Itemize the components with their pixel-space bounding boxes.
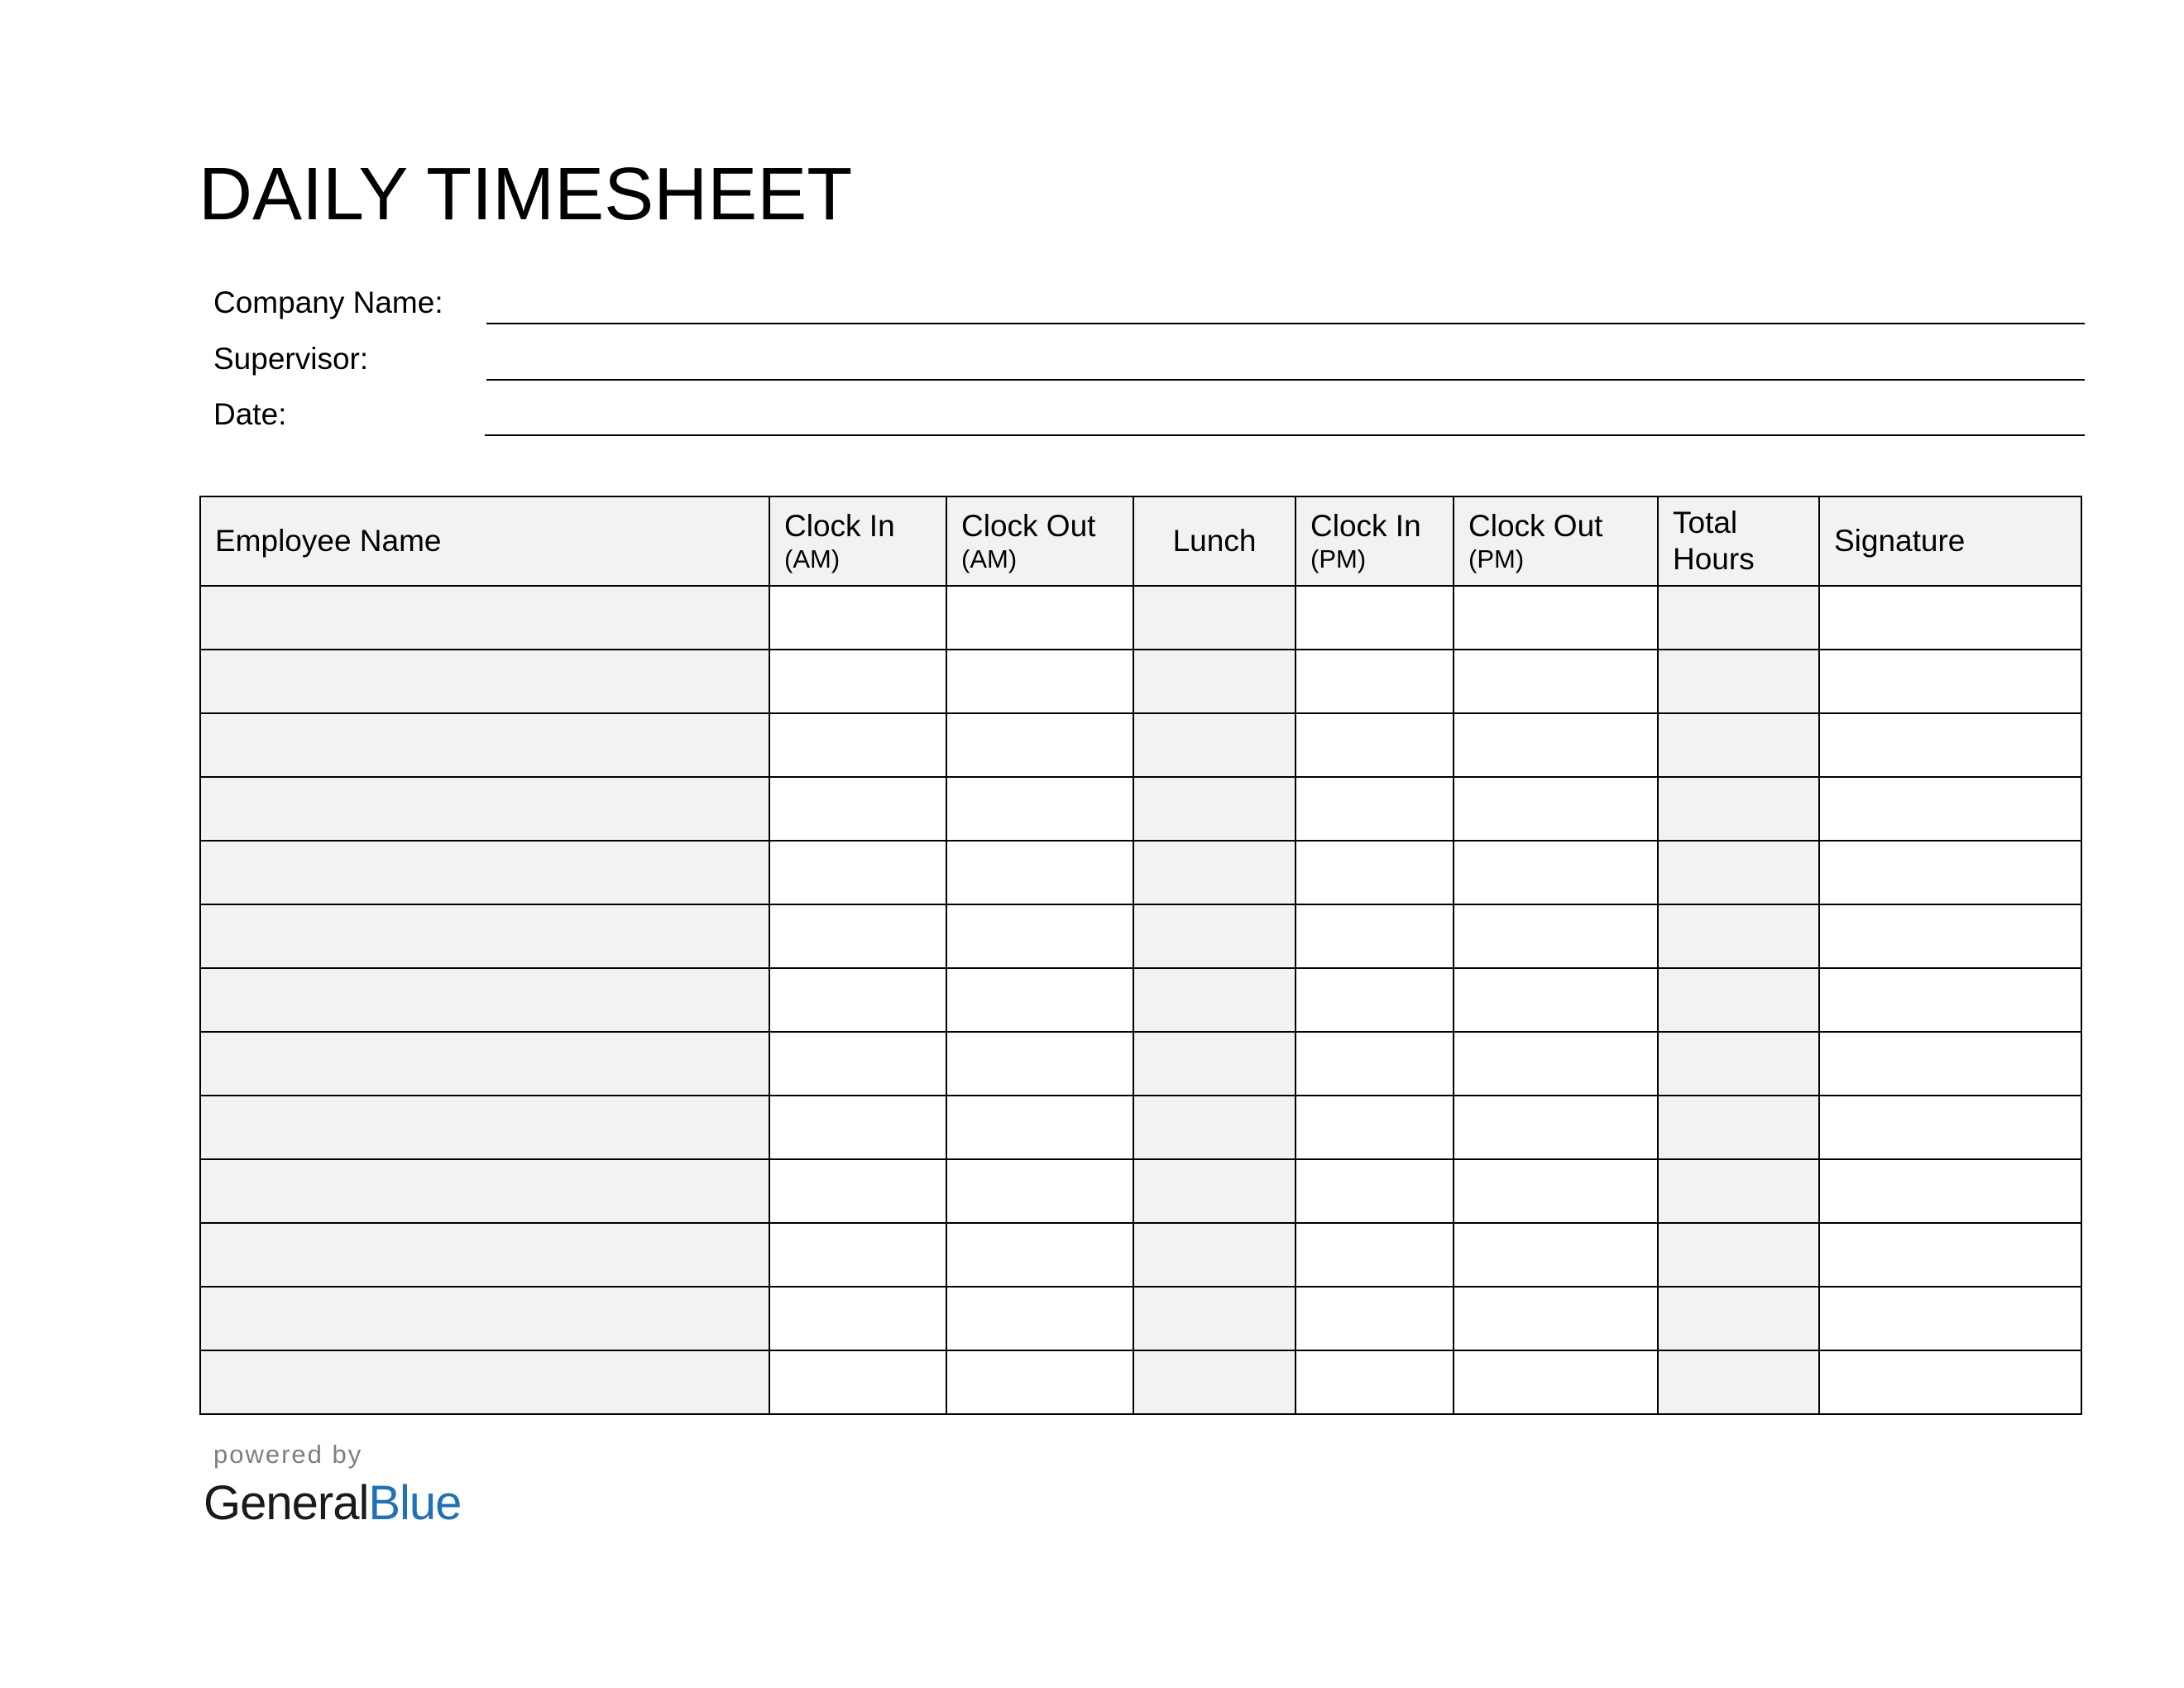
clock-in-pm-cell[interactable] <box>1296 777 1454 841</box>
table-row <box>200 1223 2081 1287</box>
header-sublabel: Hours <box>1673 542 1755 576</box>
employee-name-cell[interactable] <box>200 841 769 904</box>
header-employee-name <box>200 496 769 586</box>
total-hours-cell[interactable] <box>1658 777 1819 841</box>
header-label: Lunch <box>1172 524 1257 558</box>
clock-out-am-cell[interactable] <box>946 777 1133 841</box>
signature-cell[interactable] <box>1819 1350 2081 1414</box>
date-row <box>213 386 2085 436</box>
signature-cell[interactable] <box>1819 586 2081 650</box>
lunch-cell[interactable] <box>1133 904 1296 968</box>
employee-name-cell[interactable] <box>200 713 769 777</box>
clock-in-am-cell[interactable] <box>769 1223 946 1287</box>
clock-in-pm-cell[interactable] <box>1296 1287 1454 1350</box>
clock-out-pm-cell[interactable] <box>1454 1287 1658 1350</box>
clock-out-am-cell[interactable] <box>946 1159 1133 1223</box>
supervisor-label: Supervisor: <box>213 342 369 376</box>
clock-in-am-cell[interactable] <box>769 1096 946 1159</box>
company-name-field[interactable] <box>486 323 2085 324</box>
clock-in-pm-cell[interactable] <box>1296 1350 1454 1414</box>
table-header-row <box>200 496 2081 586</box>
clock-out-pm-cell[interactable] <box>1454 841 1658 904</box>
clock-out-am-cell[interactable] <box>946 586 1133 650</box>
signature-cell[interactable] <box>1819 841 2081 904</box>
clock-in-am-cell[interactable] <box>769 713 946 777</box>
table-row <box>200 1159 2081 1223</box>
signature-cell[interactable] <box>1819 713 2081 777</box>
lunch-cell[interactable] <box>1133 1032 1296 1096</box>
lunch-cell[interactable] <box>1133 968 1296 1032</box>
clock-out-am-cell[interactable] <box>946 841 1133 904</box>
clock-out-pm-cell[interactable] <box>1454 904 1658 968</box>
table-row <box>200 1096 2081 1159</box>
signature-cell[interactable] <box>1819 777 2081 841</box>
table-row <box>200 650 2081 713</box>
powered-by-text: powered by <box>213 1440 363 1469</box>
clock-in-pm-cell[interactable] <box>1296 586 1454 650</box>
clock-in-pm-cell[interactable] <box>1296 1032 1454 1096</box>
lunch-cell[interactable] <box>1133 841 1296 904</box>
employee-name-cell[interactable] <box>200 650 769 713</box>
lunch-cell[interactable] <box>1133 650 1296 713</box>
company-name-label: Company Name: <box>213 285 443 319</box>
lunch-cell[interactable] <box>1133 713 1296 777</box>
logo-part-blue: Blue <box>368 1476 462 1530</box>
clock-in-am-cell[interactable] <box>769 1350 946 1414</box>
clock-out-am-cell[interactable] <box>946 904 1133 968</box>
clock-in-am-cell[interactable] <box>769 841 946 904</box>
employee-name-cell[interactable] <box>200 1032 769 1096</box>
clock-out-am-cell[interactable] <box>946 1032 1133 1096</box>
header-label: Clock Out <box>961 509 1096 543</box>
clock-in-pm-cell[interactable] <box>1296 1159 1454 1223</box>
signature-cell[interactable] <box>1819 1223 2081 1287</box>
header-label: Clock Out <box>1468 509 1603 543</box>
header-clock-in-pm <box>1296 496 1454 586</box>
clock-out-pm-cell[interactable] <box>1454 650 1658 713</box>
header-lunch <box>1133 496 1296 586</box>
clock-in-pm-cell[interactable] <box>1296 841 1454 904</box>
clock-out-pm-cell[interactable] <box>1454 1159 1658 1223</box>
clock-in-am-cell[interactable] <box>769 968 946 1032</box>
table-row <box>200 1350 2081 1414</box>
clock-in-pm-cell[interactable] <box>1296 968 1454 1032</box>
table-row <box>200 1287 2081 1350</box>
clock-out-am-cell[interactable] <box>946 1096 1133 1159</box>
total-hours-cell[interactable] <box>1658 1350 1819 1414</box>
clock-out-pm-cell[interactable] <box>1454 1032 1658 1096</box>
clock-in-am-cell[interactable] <box>769 650 946 713</box>
header-sublabel: (AM) <box>784 544 841 573</box>
table-row <box>200 841 2081 904</box>
signature-cell[interactable] <box>1819 1287 2081 1350</box>
employee-name-cell[interactable] <box>200 904 769 968</box>
employee-name-cell[interactable] <box>200 1096 769 1159</box>
employee-name-cell[interactable] <box>200 777 769 841</box>
header-sublabel: (PM) <box>1310 544 1367 573</box>
table-row <box>200 777 2081 841</box>
table-row <box>200 904 2081 968</box>
signature-cell[interactable] <box>1819 1159 2081 1223</box>
employee-name-cell[interactable] <box>200 968 769 1032</box>
clock-in-am-cell[interactable] <box>769 904 946 968</box>
clock-in-am-cell[interactable] <box>769 1032 946 1096</box>
clock-in-am-cell[interactable] <box>769 1159 946 1223</box>
header-label: Total <box>1673 506 1738 539</box>
page-title: DAILY TIMESHEET <box>199 153 853 236</box>
date-label: Date: <box>213 397 287 431</box>
logo-part-general: General <box>204 1476 369 1530</box>
table-row <box>200 713 2081 777</box>
clock-out-am-cell[interactable] <box>946 1223 1133 1287</box>
clock-in-am-cell[interactable] <box>769 777 946 841</box>
header-label: Clock In <box>784 509 895 543</box>
employee-name-cell[interactable] <box>200 1350 769 1414</box>
supervisor-field[interactable] <box>486 379 2085 381</box>
total-hours-cell[interactable] <box>1658 968 1819 1032</box>
header-label: Signature <box>1834 524 1966 558</box>
lunch-cell[interactable] <box>1133 586 1296 650</box>
clock-out-pm-cell[interactable] <box>1454 713 1658 777</box>
clock-in-pm-cell[interactable] <box>1296 1223 1454 1287</box>
lunch-cell[interactable] <box>1133 1159 1296 1223</box>
header-label: Clock In <box>1310 509 1421 543</box>
clock-out-pm-cell[interactable] <box>1454 1096 1658 1159</box>
signature-cell[interactable] <box>1819 650 2081 713</box>
signature-cell[interactable] <box>1819 1096 2081 1159</box>
employee-name-cell[interactable] <box>200 1287 769 1350</box>
timesheet-table <box>199 496 2082 1415</box>
signature-cell[interactable] <box>1819 904 2081 968</box>
total-hours-cell[interactable] <box>1658 841 1819 904</box>
total-hours-cell[interactable] <box>1658 1096 1819 1159</box>
lunch-cell[interactable] <box>1133 1350 1296 1414</box>
clock-out-am-cell[interactable] <box>946 713 1133 777</box>
clock-out-am-cell[interactable] <box>946 968 1133 1032</box>
header-signature <box>1819 496 2081 586</box>
clock-in-am-cell[interactable] <box>769 586 946 650</box>
total-hours-cell[interactable] <box>1658 1159 1819 1223</box>
table-row <box>200 1032 2081 1096</box>
header-clock-in-am <box>769 496 946 586</box>
timesheet-body <box>200 586 2081 1414</box>
header-sublabel: (PM) <box>1468 544 1525 573</box>
clock-in-pm-cell[interactable] <box>1296 904 1454 968</box>
total-hours-cell[interactable] <box>1658 1032 1819 1096</box>
supervisor-row <box>213 331 2085 381</box>
employee-name-cell[interactable] <box>200 586 769 650</box>
total-hours-cell[interactable] <box>1658 713 1819 777</box>
lunch-cell[interactable] <box>1133 1223 1296 1287</box>
total-hours-cell[interactable] <box>1658 586 1819 650</box>
header-label: Employee Name <box>215 524 442 558</box>
clock-out-am-cell[interactable] <box>946 650 1133 713</box>
total-hours-cell[interactable] <box>1658 1223 1819 1287</box>
clock-out-am-cell[interactable] <box>946 1350 1133 1414</box>
clock-in-pm-cell[interactable] <box>1296 650 1454 713</box>
table-row <box>200 968 2081 1032</box>
clock-in-pm-cell[interactable] <box>1296 1096 1454 1159</box>
table-row <box>200 586 2081 650</box>
header-clock-out-pm <box>1454 496 1658 586</box>
clock-out-am-cell[interactable] <box>946 1287 1133 1350</box>
clock-out-pm-cell[interactable] <box>1454 777 1658 841</box>
total-hours-cell[interactable] <box>1658 650 1819 713</box>
clock-out-pm-cell[interactable] <box>1454 586 1658 650</box>
clock-out-pm-cell[interactable] <box>1454 1350 1658 1414</box>
clock-out-pm-cell[interactable] <box>1454 1223 1658 1287</box>
lunch-cell[interactable] <box>1133 777 1296 841</box>
lunch-cell[interactable] <box>1133 1287 1296 1350</box>
total-hours-cell[interactable] <box>1658 904 1819 968</box>
employee-name-cell[interactable] <box>200 1159 769 1223</box>
clock-in-am-cell[interactable] <box>769 1287 946 1350</box>
company-name-row <box>213 275 2085 324</box>
total-hours-cell[interactable] <box>1658 1287 1819 1350</box>
clock-in-pm-cell[interactable] <box>1296 713 1454 777</box>
signature-cell[interactable] <box>1819 1032 2081 1096</box>
header-sublabel: (AM) <box>961 544 1018 573</box>
header-total-hours <box>1658 496 1819 586</box>
clock-out-pm-cell[interactable] <box>1454 968 1658 1032</box>
signature-cell[interactable] <box>1819 968 2081 1032</box>
generalblue-logo <box>204 1475 461 1532</box>
header-clock-out-am <box>946 496 1133 586</box>
date-field[interactable] <box>485 434 2085 436</box>
lunch-cell[interactable] <box>1133 1096 1296 1159</box>
employee-name-cell[interactable] <box>200 1223 769 1287</box>
